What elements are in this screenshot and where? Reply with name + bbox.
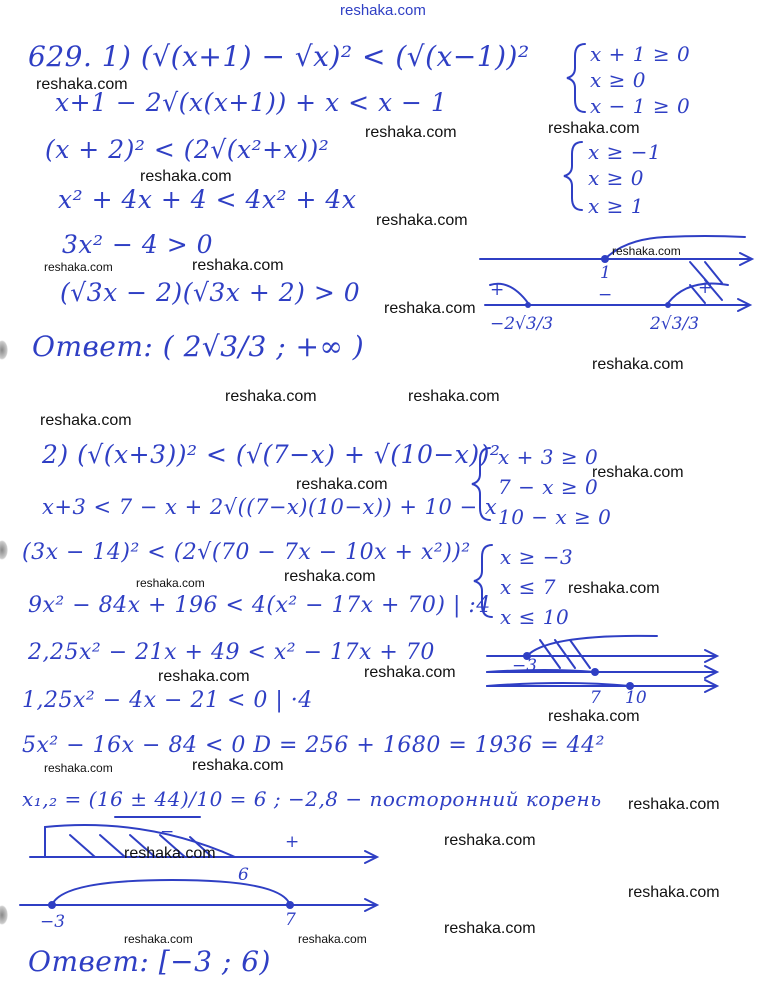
p1-nl-sign-plus-left: + <box>490 280 505 300</box>
p2-big-nl-7: 7 <box>285 910 296 930</box>
watermark: reshaka.com <box>365 124 457 141</box>
p2-line-6: 1,25x² − 4x − 21 < 0 | ·4 <box>22 688 313 713</box>
p2-line-1: 2) (√(x+3))² < (√(7−x) + √(10−x))² <box>42 440 501 469</box>
watermark: reshaka.com <box>612 244 681 258</box>
watermark: reshaka.com <box>140 168 232 185</box>
p1-line-1: 629. 1) (√(x+1) − √x)² < (√(x−1))² <box>28 40 530 73</box>
p1-nl-left-point: −2√3/3 <box>490 314 554 334</box>
p1-line-4: x² + 4x + 4 < 4x² + 4x <box>58 185 357 214</box>
p1-line-2: x+1 − 2√(x(x+1)) + x < x − 1 <box>55 88 448 117</box>
watermark: reshaka.com <box>192 757 284 774</box>
watermark: reshaka.com <box>548 708 640 725</box>
watermark: reshaka.com <box>376 212 468 229</box>
watermark: reshaka.com <box>44 761 113 775</box>
p2-line-7: 5x² − 16x − 84 < 0 D = 256 + 1680 = 1936 = 44² <box>22 733 605 758</box>
p1-nl-sign-minus: − <box>598 285 613 305</box>
p2-sys1-row1: x + 3 ≥ 0 <box>498 445 599 469</box>
p2-sys2-row2: x ≤ 7 <box>500 575 556 599</box>
p1-sys2-row1: x ≥ −1 <box>588 140 662 164</box>
p2-line-3: (3x − 14)² < (2√(70 − 7x − 10x + x²))² <box>22 540 471 565</box>
watermark: reshaka.com <box>158 668 250 685</box>
watermark: reshaka.com <box>296 476 388 493</box>
watermark-top: reshaka.com <box>340 2 426 19</box>
p1-sys1-row1: x + 1 ≥ 0 <box>590 42 691 66</box>
p1-nl-point-1: 1 <box>600 263 611 283</box>
watermark: reshaka.com <box>298 932 367 946</box>
watermark: reshaka.com <box>124 932 193 946</box>
p1-answer: Ответ: ( 2√3/3 ; +∞ ) <box>32 330 365 363</box>
watermark: reshaka.com <box>364 664 456 681</box>
p2-sys2-row1: x ≥ −3 <box>500 545 574 569</box>
watermark: reshaka.com <box>628 796 720 813</box>
p2-sys2-row3: x ≤ 10 <box>500 605 570 629</box>
p2-line-2: x+3 < 7 − x + 2√((7−x)(10−x)) + 10 − x <box>42 495 498 519</box>
p2-answer: Ответ: [−3 ; 6) <box>28 945 271 978</box>
watermark: reshaka.com <box>136 576 205 590</box>
p1-nl-right-point: 2√3/3 <box>650 314 700 334</box>
p2-line-4: 9x² − 84x + 196 < 4(x² − 17x + 70) | :4 <box>28 593 491 618</box>
p2-small-nl-7: 7 <box>590 688 601 708</box>
watermark: reshaka.com <box>44 260 113 274</box>
watermark: reshaka.com <box>124 845 216 862</box>
watermark: reshaka.com <box>568 580 660 597</box>
p1-line-5: 3x² − 4 > 0 <box>62 230 214 259</box>
watermark: reshaka.com <box>592 464 684 481</box>
p1-sys2-row2: x ≥ 0 <box>588 166 644 190</box>
watermark: reshaka.com <box>384 300 476 317</box>
p2-small-nl-10: 10 <box>625 688 647 708</box>
watermark: reshaka.com <box>40 412 132 429</box>
p2-big-nl-6: 6 <box>238 865 249 885</box>
p2-small-nl-minus3: −3 <box>512 656 538 676</box>
p2-line-8: x₁,₂ = (16 ± 44)/10 = 6 ; −2,8 − посторонний корень <box>22 787 602 811</box>
watermark: reshaka.com <box>548 120 640 137</box>
p1-nl-sign-plus-right: + <box>698 278 713 298</box>
p1-sys1-row3: x − 1 ≥ 0 <box>590 94 691 118</box>
p2-sys1-row2: 7 − x ≥ 0 <box>498 475 599 499</box>
watermark: reshaka.com <box>36 76 128 93</box>
p2-big-nl-sign-plus: + <box>285 832 300 852</box>
watermark: reshaka.com <box>408 388 500 405</box>
watermark: reshaka.com <box>592 356 684 373</box>
p2-big-nl-sign-minus: − <box>160 822 175 842</box>
watermark: reshaka.com <box>444 920 536 937</box>
p1-line-3: (x + 2)² < (2√(x²+x))² <box>45 135 330 164</box>
p2-sys1-row3: 10 − x ≥ 0 <box>498 505 612 529</box>
watermark: reshaka.com <box>628 884 720 901</box>
p2-big-nl-minus3: −3 <box>40 912 66 932</box>
p2-line-5: 2,25x² − 21x + 49 < x² − 17x + 70 <box>28 640 435 665</box>
p1-sys2-row3: x ≥ 1 <box>588 194 644 218</box>
p1-line-6: (√3x − 2)(√3x + 2) > 0 <box>60 278 361 307</box>
watermark: reshaka.com <box>284 568 376 585</box>
watermark: reshaka.com <box>225 388 317 405</box>
p1-sys1-row2: x ≥ 0 <box>590 68 646 92</box>
watermark: reshaka.com <box>192 257 284 274</box>
watermark: reshaka.com <box>444 832 536 849</box>
